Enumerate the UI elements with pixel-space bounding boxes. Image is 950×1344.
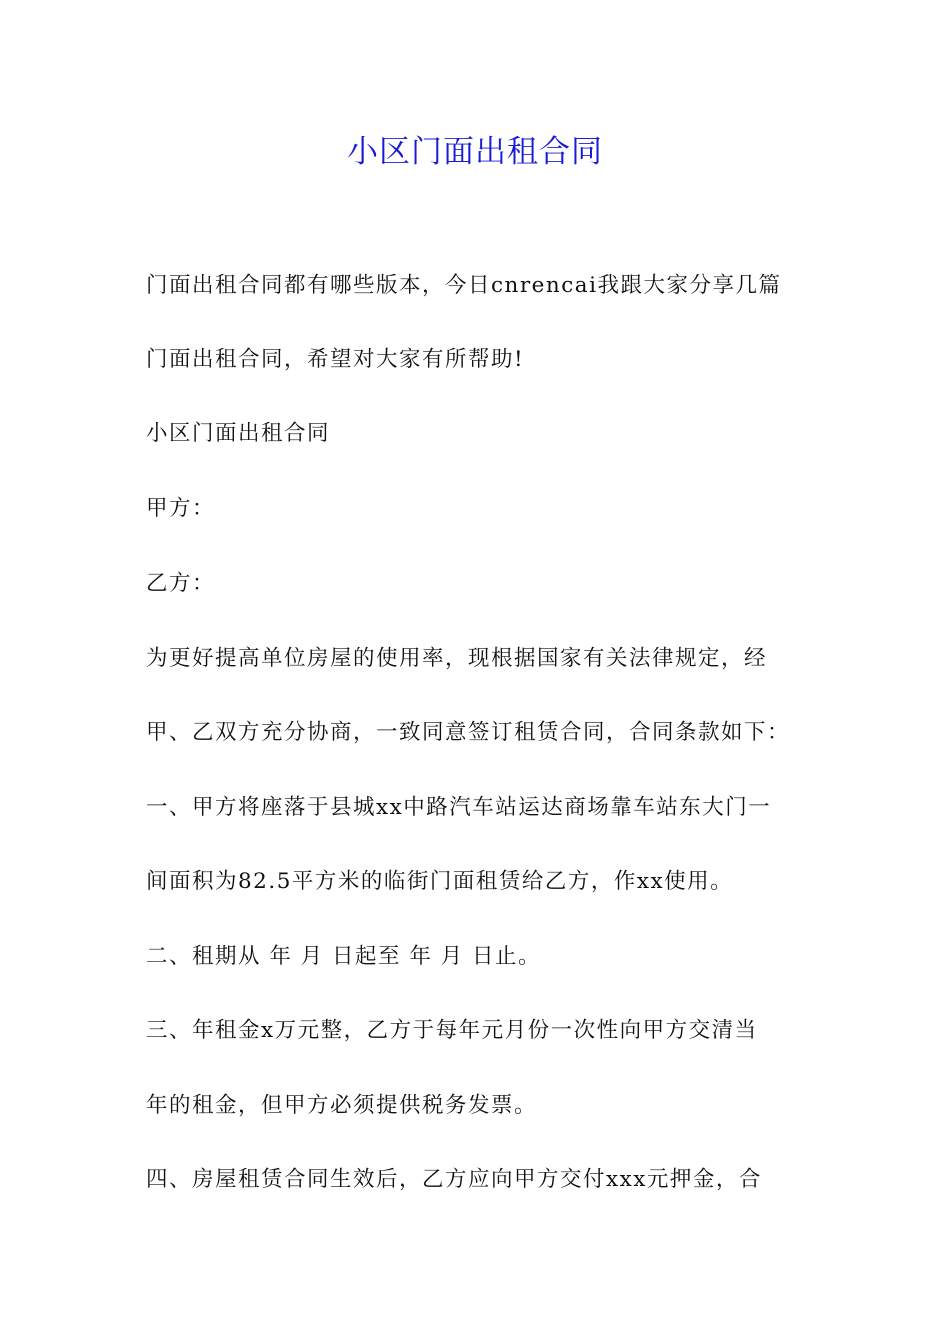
- document-title: 小区门面出租合同: [347, 134, 603, 170]
- clause-line: 四、房屋租赁合同生效后，乙方应向甲方交付xxx元押金，合: [146, 1167, 762, 1192]
- clause-line: 一、甲方将座落于县城xx中路汽车站运达商场靠车站东大门一: [146, 795, 772, 820]
- clause-line: 间面积为82.5平方米的临街门面租赁给乙方，作xx使用。: [146, 869, 734, 894]
- party-b-line: 乙方：: [146, 571, 216, 596]
- section-heading: 小区门面出租合同: [146, 421, 331, 446]
- clause-line: 三、年租金x万元整，乙方于每年元月份一次性向甲方交清当: [146, 1018, 758, 1043]
- paragraph-line: 门面出租合同，希望对大家有所帮助!: [146, 347, 525, 372]
- party-a-line: 甲方：: [146, 496, 216, 521]
- clause-line: 年的租金，但甲方必须提供税务发票。: [146, 1093, 538, 1118]
- paragraph-line: 甲、乙双方充分协商，一致同意签订租赁合同，合同条款如下：: [146, 720, 791, 745]
- paragraph-line: 门面出租合同都有哪些版本，今日cnrencai我跟大家分享几篇: [146, 273, 782, 298]
- clause-line: 二、租期从 年 月 日起至 年 月 日止。: [146, 944, 542, 969]
- paragraph-line: 为更好提高单位房屋的使用率，现根据国家有关法律规定，经: [146, 646, 768, 671]
